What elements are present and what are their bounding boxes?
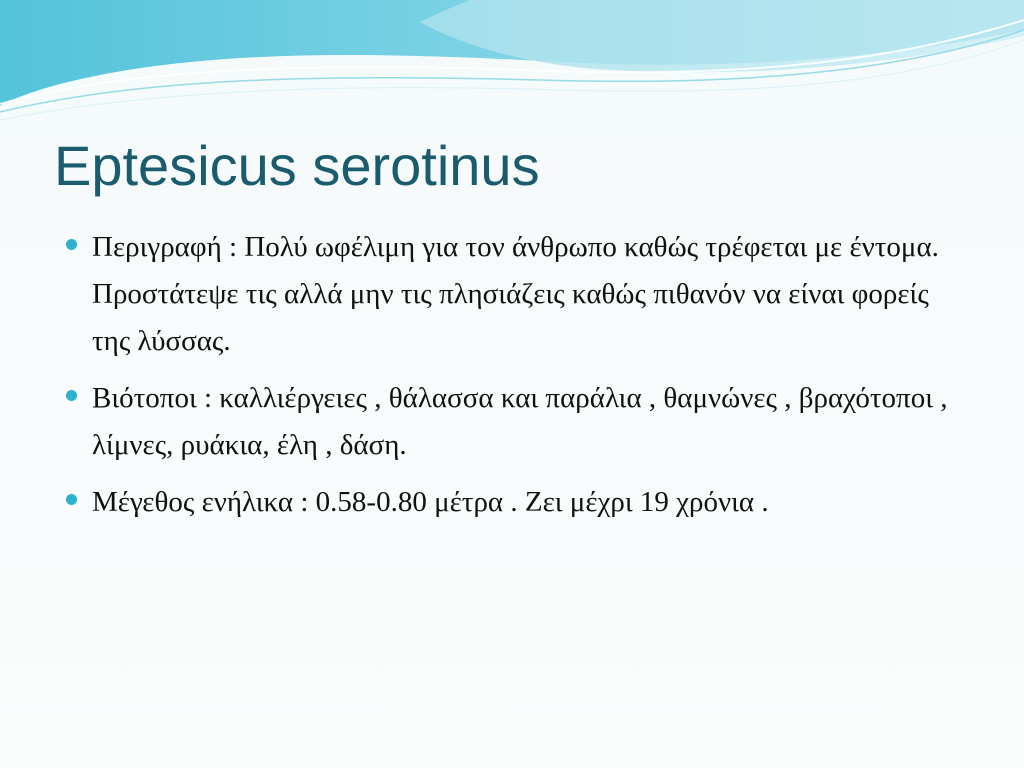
bullet-item-adult-size <box>64 479 964 526</box>
bullet-list <box>64 224 964 536</box>
bullet-text: Μέγεθος ενήλικα : 0.58-0.80 μέτρα . Ζει μέχρι 19 χρόνια . <box>92 486 769 518</box>
bullet-text: Περιγραφή : Πολύ ωφέλιμη για τον άνθρωπο καθώς τρέφεται με έντομα. Προστάτεψε τις αλλά μην τις πλησιάζεις καθώς πιθανόν να είναι φορείς της λύσσας. <box>92 231 939 357</box>
bullet-icon <box>66 390 77 401</box>
bullet-icon <box>66 239 77 250</box>
slide-title: Eptesicus serotinus <box>54 134 540 197</box>
bullet-item-habitats <box>64 375 964 469</box>
decorative-wave-banner <box>0 0 1024 130</box>
bullet-item-description <box>64 224 964 365</box>
bullet-icon <box>66 494 77 505</box>
bullet-text: Βιότοποι : καλλιέργειες , θάλασσα και παράλια , θαμνώνες , βραχότοποι , λίμνες, ρυάκια, έλη , δάση. <box>92 382 948 461</box>
